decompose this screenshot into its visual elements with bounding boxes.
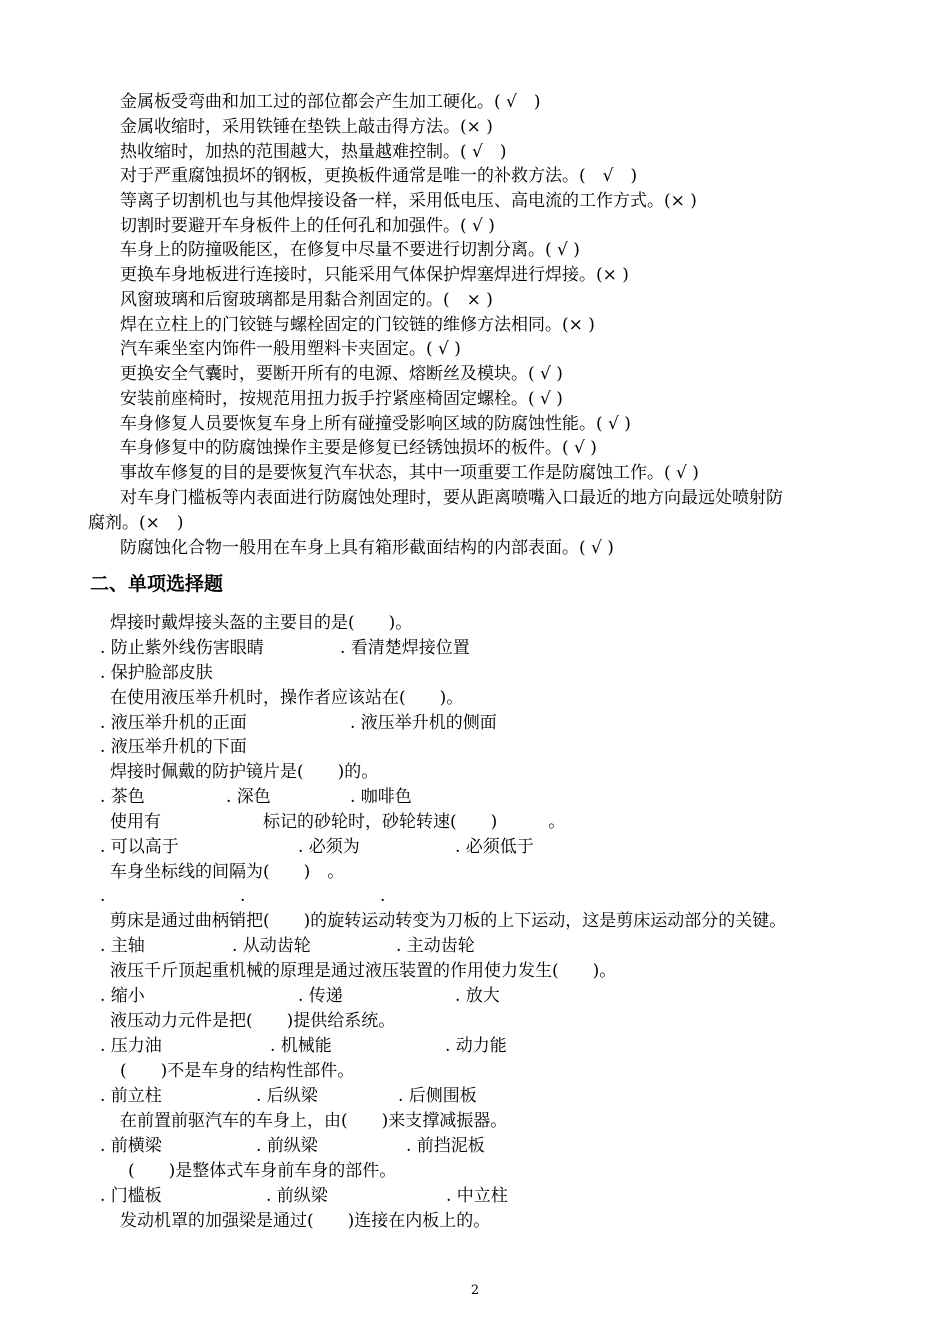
judgement-item: 对于严重腐蚀损坏的钢板，更换板件通常是唯一的补救方法。( √ ) (120, 166, 638, 186)
judgement-item: 金属收缩时，采用铁锤在垫铁上敲击得方法。(× ) (120, 117, 493, 137)
option-c: . 咖啡色 (350, 787, 412, 807)
question-stem: 使用有 标记的砂轮时，砂轮转速( ) 。 (110, 812, 566, 832)
option-a: . 主轴 (100, 936, 145, 956)
judgement-item-long-line1: 对车身门槛板等内表面进行防腐蚀处理时，要从距离喷嘴入口最近的地方向最远处喷射防 (120, 488, 783, 508)
option-b: . 前纵梁 (266, 1186, 328, 1206)
option-c: . 后侧围板 (398, 1086, 477, 1106)
option-c: . 主动齿轮 (396, 936, 475, 956)
question-stem: 车身坐标线的间隔为( ) 。 (110, 862, 345, 882)
option-b: . 机械能 (270, 1036, 332, 1056)
judgement-item: 车身上的防撞吸能区，在修复中尽量不要进行切割分离。( √ ) (120, 240, 580, 260)
option-a: . 液压举升机的正面 (100, 713, 247, 733)
option-c: . 液压举升机的下面 (100, 737, 247, 757)
option-b: . 深色 (226, 787, 271, 807)
option-a: . 压力油 (100, 1036, 162, 1056)
option-a: . (100, 886, 106, 906)
question-stem: ( )不是车身的结构性部件。 (120, 1061, 355, 1081)
option-b: . 液压举升机的侧面 (350, 713, 497, 733)
question-stem: 剪床是通过曲柄销把( )的旋转运动转变为刀板的上下运动，这是剪床运动部分的关键。 (110, 911, 787, 931)
judgement-item: 车身修复人员要恢复车身上所有碰撞受影响区域的防腐蚀性能。( √ ) (120, 414, 631, 434)
option-b: . (240, 886, 246, 906)
question-stem: 焊接时佩戴的防护镜片是( )的。 (110, 762, 379, 782)
question-stem: 焊接时戴焊接头盔的主要目的是( )。 (110, 613, 413, 633)
judgement-item-long-line2: 腐剂。(× ) (88, 513, 184, 533)
option-b: . 看清楚焊接位置 (340, 638, 470, 658)
option-a: . 缩小 (100, 986, 145, 1006)
option-a: . 可以高于 (100, 837, 179, 857)
judgement-item: 防腐蚀化合物一般用在车身上具有箱形截面结构的内部表面。( √ ) (120, 538, 614, 558)
judgement-item: 焊在立柱上的门铰链与螺栓固定的门铰链的维修方法相同。(× ) (120, 315, 595, 335)
judgement-item: 风窗玻璃和后窗玻璃都是用黏合剂固定的。( × ) (120, 290, 493, 310)
question-stem: ( )是整体式车身前车身的部件。 (128, 1161, 397, 1181)
question-stem: 液压千斤顶起重机械的原理是通过液压装置的作用使力发生( )。 (110, 961, 617, 981)
judgement-item: 车身修复中的防腐蚀操作主要是修复已经锈蚀损坏的板件。( √ ) (120, 438, 597, 458)
judgement-item: 汽车乘坐室内饰件一般用塑料卡夹固定。( √ ) (120, 339, 461, 359)
judgement-item: 金属板受弯曲和加工过的部位都会产生加工硬化。( √ ) (120, 92, 541, 112)
judgement-item: 等离子切割机也与其他焊接设备一样，采用低电压、高电流的工作方式。(× ) (120, 191, 697, 211)
option-b: . 传递 (298, 986, 343, 1006)
judgement-item: 切割时要避开车身板件上的任何孔和加强件。( √ ) (120, 216, 495, 236)
judgement-item: 更换车身地板进行连接时，只能采用气体保护焊塞焊进行焊接。(× ) (120, 265, 629, 285)
question-stem: 发动机罩的加强梁是通过( )连接在内板上的。 (120, 1211, 491, 1231)
judgement-item: 更换安全气囊时，要断开所有的电源、熔断丝及模块。( √ ) (120, 364, 563, 384)
option-c: . 必须低于 (455, 837, 534, 857)
judgement-item: 热收缩时，加热的范围越大，热量越难控制。( √ ) (120, 142, 507, 162)
question-stem: 在使用液压举升机时，操作者应该站在( )。 (110, 688, 464, 708)
option-a: . 前立柱 (100, 1086, 162, 1106)
option-a: . 门槛板 (100, 1186, 162, 1206)
judgement-item: 安装前座椅时，按规范用扭力扳手拧紧座椅固定螺栓。( √ ) (120, 389, 563, 409)
option-c: . 动力能 (445, 1036, 507, 1056)
option-c: . 前挡泥板 (406, 1136, 485, 1156)
option-b: . 后纵梁 (256, 1086, 318, 1106)
page-number: 2 (470, 1283, 480, 1298)
option-a: . 茶色 (100, 787, 145, 807)
option-a: . 前横梁 (100, 1136, 162, 1156)
option-b: . 前纵梁 (256, 1136, 318, 1156)
option-c: . 保护脸部皮肤 (100, 663, 213, 683)
section-title: 二、单项选择题 (90, 573, 224, 595)
option-a: . 防止紫外线伤害眼睛 (100, 638, 264, 658)
option-c: . (380, 886, 386, 906)
question-stem: 在前置前驱汽车的车身上，由( )来支撑减振器。 (120, 1111, 508, 1131)
option-c: . 放大 (455, 986, 500, 1006)
option-c: . 中立柱 (446, 1186, 508, 1206)
question-stem: 液压动力元件是把( )提供给系统。 (110, 1011, 396, 1031)
judgement-item: 事故车修复的目的是要恢复汽车状态，其中一项重要工作是防腐蚀工作。( √ ) (120, 463, 699, 483)
option-b: . 从动齿轮 (232, 936, 311, 956)
option-b: . 必须为 (298, 837, 360, 857)
